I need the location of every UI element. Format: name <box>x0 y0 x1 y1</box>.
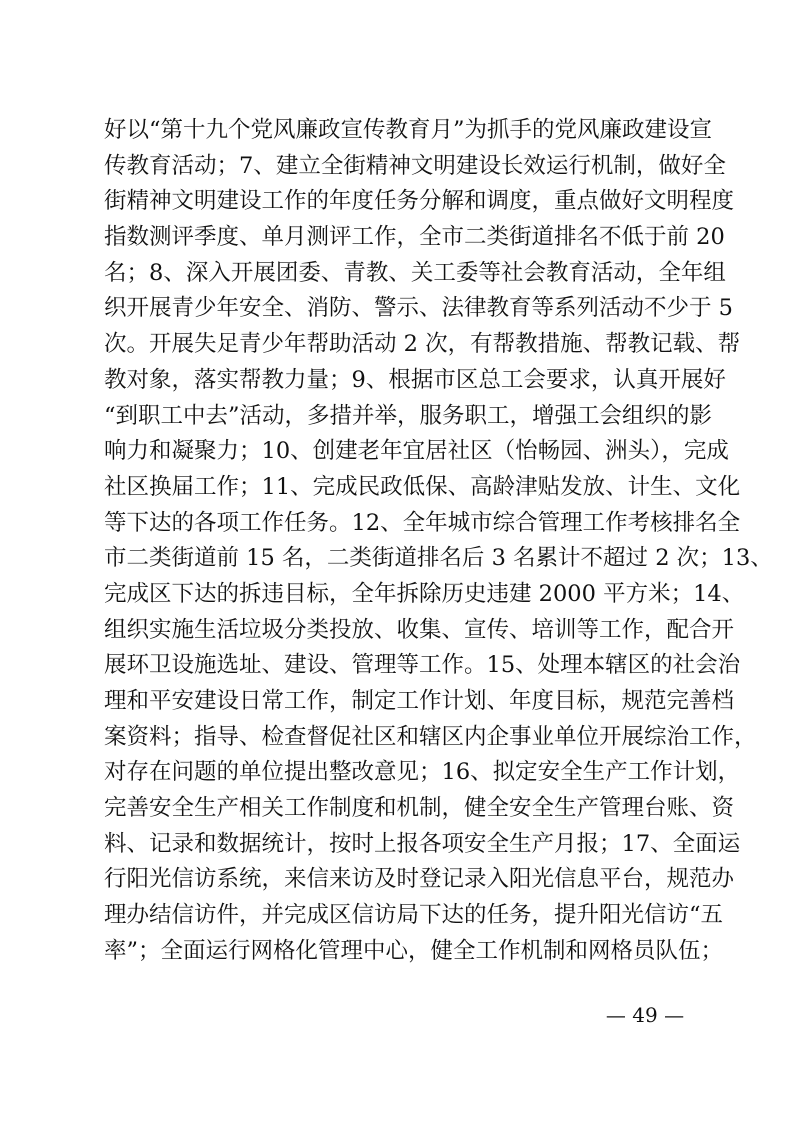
page-number: — 49 — <box>605 1003 685 1027</box>
text-line: 完成区下达的拆违目标，全年拆除历史违建 2000 平方米；14、 <box>104 580 745 607</box>
text-line: 组织实施生活垃圾分类投放、收集、宣传、培训等工作，配合开 <box>104 616 735 643</box>
text-line: 织开展青少年安全、消防、警示、法律教育等系列活动不少于 5 <box>104 295 733 322</box>
text-line: 响力和凝聚力；10、创建老年宜居社区（怡畅园、洲头），完成 <box>104 438 729 465</box>
text-line: 案资料；指导、检查督促社区和辖区内企事业单位开展综治工作， <box>104 723 757 750</box>
text-line: 行阳光信访系统，来信来访及时登记录入阳光信息平台，规范办 <box>104 866 735 893</box>
text-line: 展环卫设施选址、建设、管理等工作。15、处理本辖区的社会治 <box>104 652 741 679</box>
text-line: 料、记录和数据统计，按时上报各项安全生产月报；17、全面运 <box>104 830 741 857</box>
text-line: 名；8、深入开展团委、青教、关工委等社会教育活动，全年组 <box>104 259 726 286</box>
text-line: 社区换届工作；11、完成民政低保、高龄津贴发放、计生、文化 <box>104 473 741 500</box>
text-line: 对存在问题的单位提出整改意见；16、拟定安全生产工作计划， <box>104 759 741 786</box>
text-line: 次。开展失足青少年帮助活动 2 次，有帮教措施、帮教记载、帮 <box>104 331 741 358</box>
text-line: 理办结信访件，并完成区信访局下达的任务，提升阳光信访“五 <box>104 902 724 929</box>
text-line: 传教育活动；7、建立全街精神文明建设长效运行机制，做好全 <box>104 152 726 179</box>
text-line: 指数测评季度、单月测评工作，全市二类街道排名不低于前 20 <box>104 224 725 251</box>
text-line: 市二类街道前 15 名，二类街道排名后 3 名累计不超过 2 次；13、 <box>104 545 773 572</box>
text-line: 街精神文明建设工作的年度任务分解和调度，重点做好文明程度 <box>104 188 735 215</box>
text-line: 教对象，落实帮教力量；9、根据市区总工会要求，认真开展好 <box>104 366 726 393</box>
text-line: 等下达的各项工作任务。12、全年城市综合管理工作考核排名全 <box>104 509 741 536</box>
text-line: “到职工中去”活动，多措并举，服务职工，增强工会组织的影 <box>104 402 713 429</box>
text-line: 好以“第十九个党风廉政宣传教育月”为抓手的党风廉政建设宣 <box>104 117 713 143</box>
document-body <box>104 113 773 970</box>
text-line: 理和平安建设日常工作，制定工作计划、年度目标，规范完善档 <box>104 688 735 714</box>
text-line: 率”；全面运行网格化管理中心，健全工作机制和网格员队伍； <box>104 937 724 964</box>
text-line: 完善安全生产相关工作制度和机制，健全安全生产管理台账、资 <box>104 795 735 822</box>
